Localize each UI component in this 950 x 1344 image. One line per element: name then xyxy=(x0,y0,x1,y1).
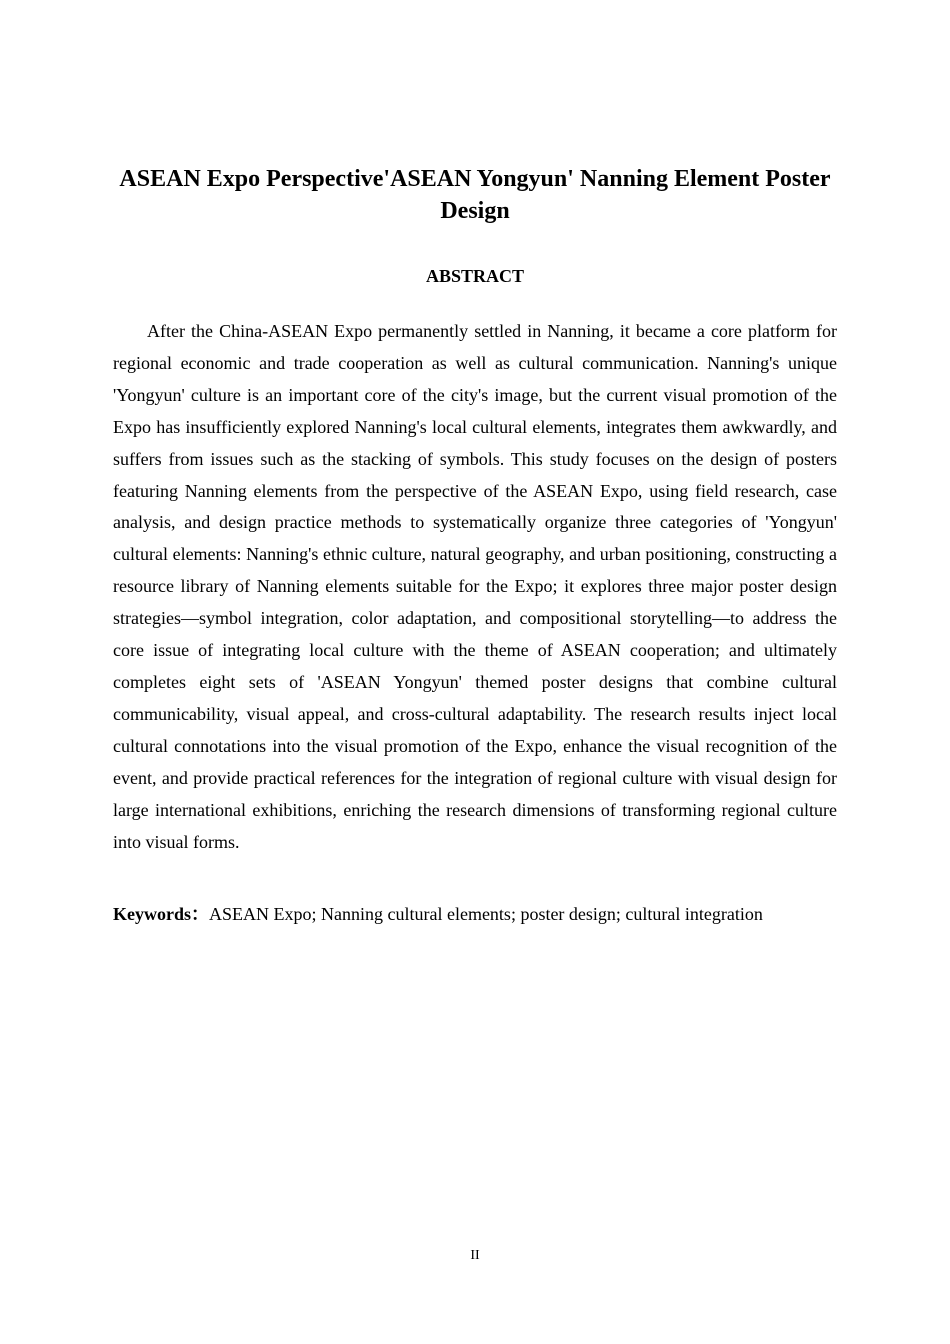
keywords-label: Keywords： xyxy=(113,904,209,924)
keywords-line xyxy=(113,900,837,928)
keywords-text: ASEAN Expo; Nanning cultural elements; poster design; cultural integration xyxy=(209,904,763,924)
abstract-heading: ABSTRACT xyxy=(425,266,525,286)
page-number: II xyxy=(470,1248,480,1263)
abstract-body: After the China-ASEAN Expo permanently settled in Nanning, it became a core platform for regional economic and trade cooperation as well as cultural communication. Nanning's unique 'Yongyun' culture is an important core of the city's image, but the current visual promotion of the Expo has insufficiently explored Nanning's local cultural elements, integrates them awkwardly, and suffers from issues such as the stacking of symbols. This study focuses on the design of posters featuring Nanning elements from the perspective of the ASEAN Expo, using field research, case analysis, and design practice methods to systematically organize three categories of 'Yongyun' cultural elements: Nanning's ethnic culture, natural geography, and urban positioning, constructing a resource library of Nanning elements suitable for the Expo; it explores three major poster design strategies—symbol integration, color adaptation, and compositional storytelling—to address the core issue of integrating local culture with the theme of ASEAN cooperation; and ultimately completes eight sets of 'ASEAN Yongyun' themed poster designs that combine cultural communicability, visual appeal, and cross-cultural adaptability. The research results inject local cultural connotations into the visual promotion of the Expo, enhance the visual recognition of the event, and provide practical references for the integration of regional culture with visual design for large international exhibitions, enriching the research dimensions of transforming regional culture into visual forms. xyxy=(113,321,837,852)
document-title: ASEAN Expo Perspective'ASEAN Yongyun' Nanning Element Poster Design xyxy=(119,166,831,224)
